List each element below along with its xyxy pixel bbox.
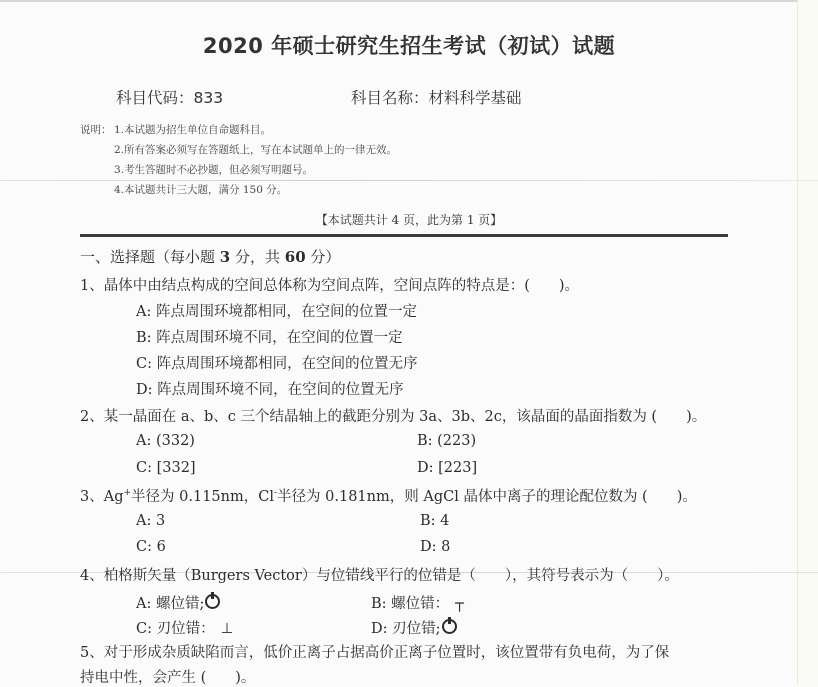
note-item: 2.所有答案必须写在答题纸上，写在本试题单上的一律无效。 <box>114 144 398 156</box>
question-1-option-b: B: 阵点周围环境不同，在空间的位置一定 <box>136 330 403 346</box>
question-3-option-b: B: 4 <box>420 513 450 529</box>
question-1-option-d: D: 阵点周围环境不同，在空间的位置无序 <box>136 382 404 398</box>
question-4-stem: 4、柏格斯矢量（Burgers Vector）与位错线平行的位错是（ ），其符号表示为（ ）。 <box>80 568 679 584</box>
question-4-option-c: C: 刃位错： ⊥ <box>136 621 234 637</box>
screw-dislocation-symbol-icon <box>205 594 220 609</box>
section-divider <box>80 234 728 237</box>
question-1-stem: 1、晶体中由结点构成的空间总体称为空间点阵，空间点阵的特点是：( )。 <box>80 278 580 294</box>
edge-dislocation-inverted-symbol-icon: ┬ <box>455 596 464 612</box>
edge-dislocation-symbol-icon: ⊥ <box>220 621 234 637</box>
section-heading: 一、选择题（每小题 3 分，共 60 分） <box>80 248 341 266</box>
page-info: 【本试题共计 4 页，此为第 1 页】 <box>315 213 503 227</box>
note-item: 3.考生答题时不必抄题，但必须写明题号。 <box>114 164 314 176</box>
question-2-option-c: C: [332] <box>136 460 196 476</box>
question-2-option-b: B: (223) <box>417 433 477 449</box>
question-4-option-d: D: 刃位错; <box>371 617 457 638</box>
question-2-option-a: A: (332) <box>136 433 195 449</box>
note-item: 1.本试题为招生单位自命题科目。 <box>114 124 272 136</box>
paper-fold-line <box>0 180 818 181</box>
exam-title: 2020 年硕士研究生招生考试（初试）试题 <box>202 34 616 58</box>
question-5-stem-line-1: 5、对于形成杂质缺陷而言，低价正离子占据高价正离子位置时，该位置带有负电荷，为了保 <box>80 645 670 661</box>
question-3-option-a: A: 3 <box>136 513 166 529</box>
note-item: 4.本试题共计三大题，满分 150 分。 <box>114 184 288 196</box>
question-3-option-c: C: 6 <box>136 539 166 555</box>
notes-label: 说明： <box>80 124 112 136</box>
subject-name: 科目名称：材料科学基础 <box>351 89 522 107</box>
screw-dislocation-symbol-icon <box>442 619 457 634</box>
question-2-option-d: D: [223] <box>417 460 478 476</box>
subject-code: 科目代码：833 <box>116 89 224 107</box>
question-4-option-b: B: 螺位错： ┬ <box>371 596 464 612</box>
question-4-option-a: A: 螺位错; <box>136 592 220 613</box>
question-5-stem-line-2: 持电中性，会产生 ( )。 <box>80 670 256 686</box>
scan-right-margin <box>797 0 818 685</box>
question-1-option-c: C: 阵点周围环境都相同，在空间的位置无序 <box>136 356 418 372</box>
question-2-stem: 2、某一晶面在 a、b、c 三个结晶轴上的截距分别为 3a、3b、2c，该晶面的晶面指数为 ( )。 <box>80 409 707 425</box>
question-1-option-a: A: 阵点周围环境都相同，在空间的位置一定 <box>136 304 417 320</box>
question-3-stem: 3、Ag+半径为 0.115nm，Cl-半径为 0.181nm，则 AgCl 晶体中离子的理论配位数为 ( )。 <box>80 488 697 505</box>
question-3-option-d: D: 8 <box>420 539 451 555</box>
scan-top-edge <box>0 0 818 2</box>
